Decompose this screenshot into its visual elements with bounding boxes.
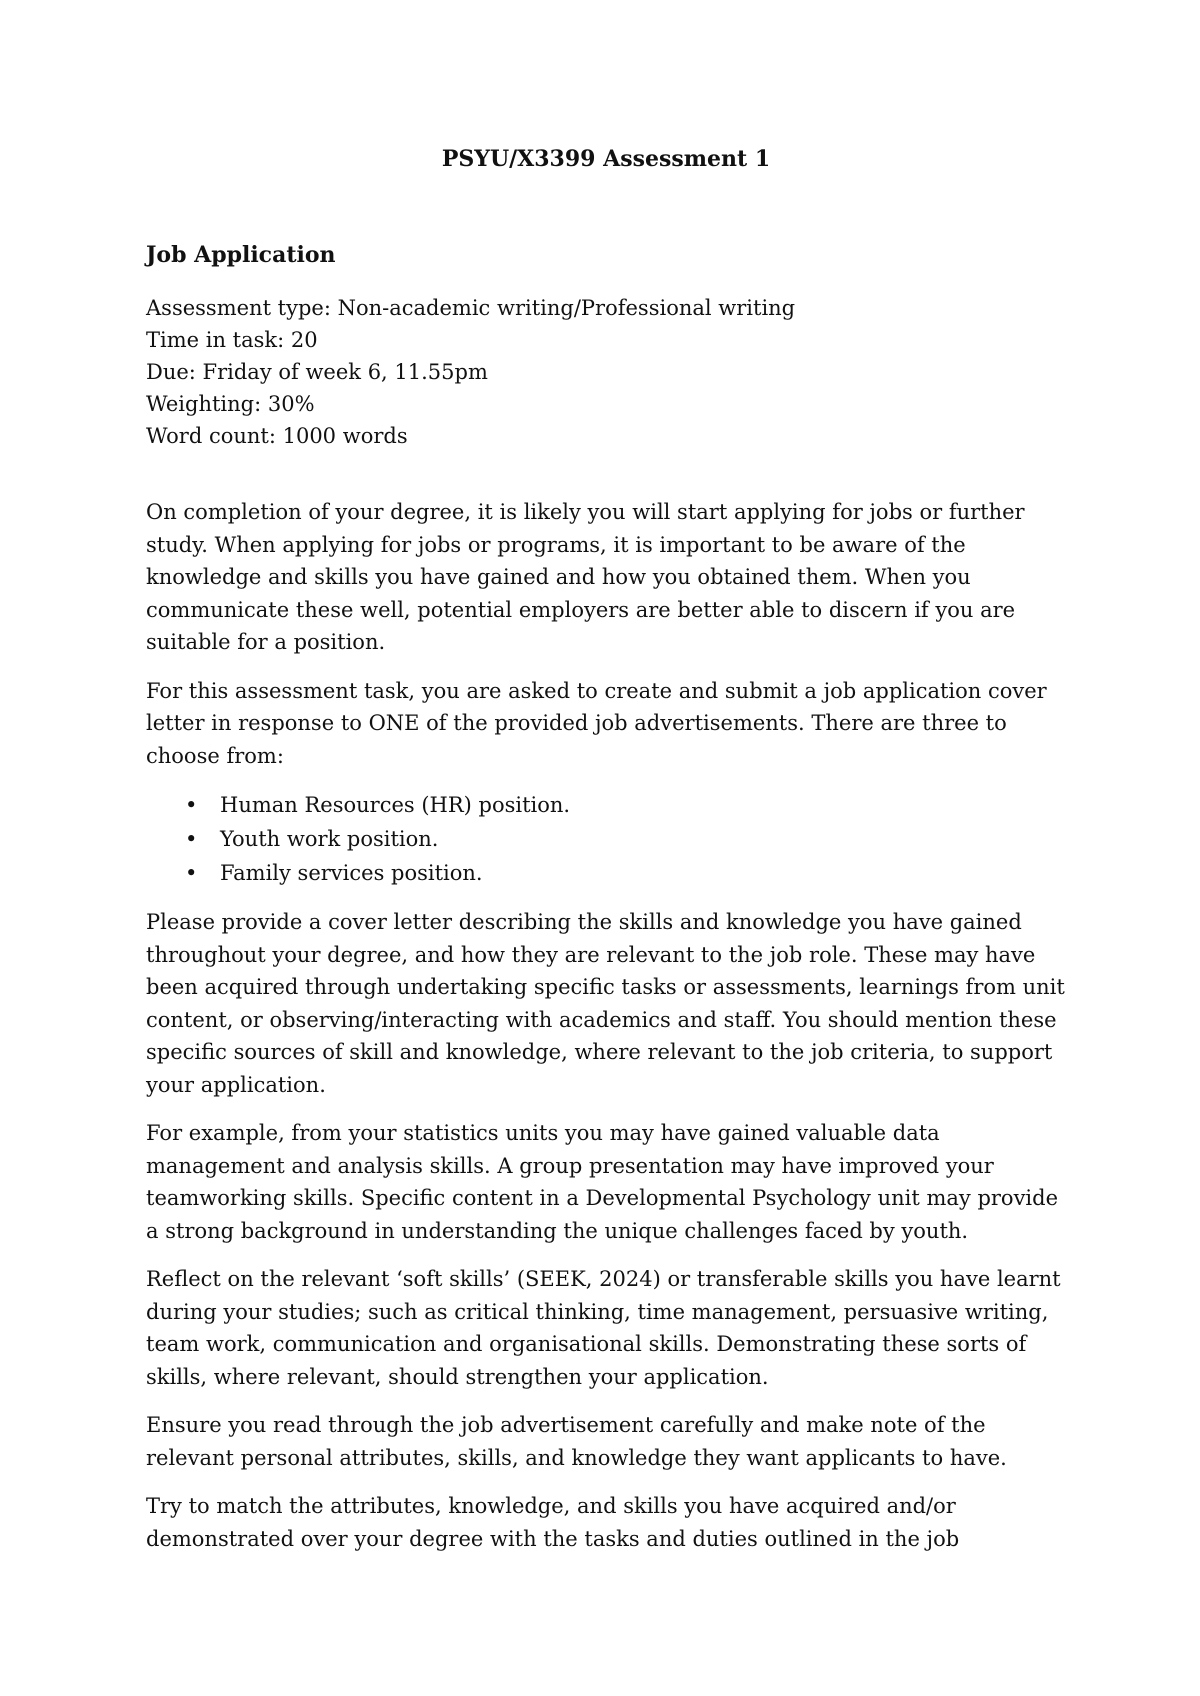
paragraph-task: For this assessment task, you are asked to create and submit a job application cover letter in response to ONE of the provided job advertisements. There are three to choose from: xyxy=(146,678,1047,768)
assessment-details xyxy=(146,292,795,452)
word-count: Word count: 1000 words xyxy=(146,424,408,448)
paragraph-instructions: Please provide a cover letter describing the skills and knowledge you have gained throughout your degree, and how they are relevant to the job role. These may have been acquired through undertaking specific tasks or assessments, learnings from unit content, or observing/interacting with academics and staff. You should mention these specific sources of skill and knowledge, where relevant to the job criteria, to support your application. xyxy=(146,910,1065,1097)
bullet-icon: • xyxy=(185,793,198,817)
paragraph-soft-skills: Reflect on the relevant ‘soft skills’ (SEEK, 2024) or transferable skills you have learnt during your studies; such as critical thinking, time management, persuasive writing, team work, communication and organisational skills. Demonstrating these sorts of skills, where relevant, should strengthen your application. xyxy=(146,1267,1061,1389)
assessment-type: Assessment type: Non-academic writing/Professional writing xyxy=(146,296,796,320)
paragraph-intro: On completion of your degree, it is likely you will start applying for jobs or further study. When applying for jobs or programs, it is important to be aware of the knowledge and skills you have gained and how you obtained them. When you communicate these well, potential employers are better able to discern if you are suitable for a position. xyxy=(146,500,1025,654)
paragraph-match: Try to match the attributes, knowledge, and skills you have acquired and/or demonstrated over your degree with the tasks and duties outlined in the job xyxy=(146,1494,960,1551)
bullet-icon: • xyxy=(185,827,198,851)
option-label: Human Resources (HR) position. xyxy=(220,793,571,817)
document-title: PSYU/X3399 Assessment 1 xyxy=(441,146,771,172)
weighting: Weighting: 30% xyxy=(146,392,315,416)
list-item xyxy=(185,856,1071,890)
option-label: Youth work position. xyxy=(220,827,439,851)
section-heading: Job Application xyxy=(146,242,336,268)
document-body xyxy=(146,496,1071,1571)
job-options-list xyxy=(146,788,1071,890)
bullet-icon: • xyxy=(185,861,198,885)
list-item xyxy=(185,822,1071,856)
time-in-task: Time in task: 20 xyxy=(146,328,318,352)
list-item xyxy=(185,788,1071,822)
paragraph-read-advert: Ensure you read through the job advertisement carefully and make note of the relevant personal attributes, skills, and knowledge they want applicants to have. xyxy=(146,1413,1007,1470)
option-label: Family services position. xyxy=(220,861,483,885)
paragraph-example: For example, from your statistics units you may have gained valuable data management and analysis skills. A group presentation may have improved your teamworking skills. Specific content in a Developmental Psychology unit may provide a strong background in understanding the unique challenges faced by youth. xyxy=(146,1121,1059,1243)
due-date: Due: Friday of week 6, 11.55pm xyxy=(146,360,488,384)
